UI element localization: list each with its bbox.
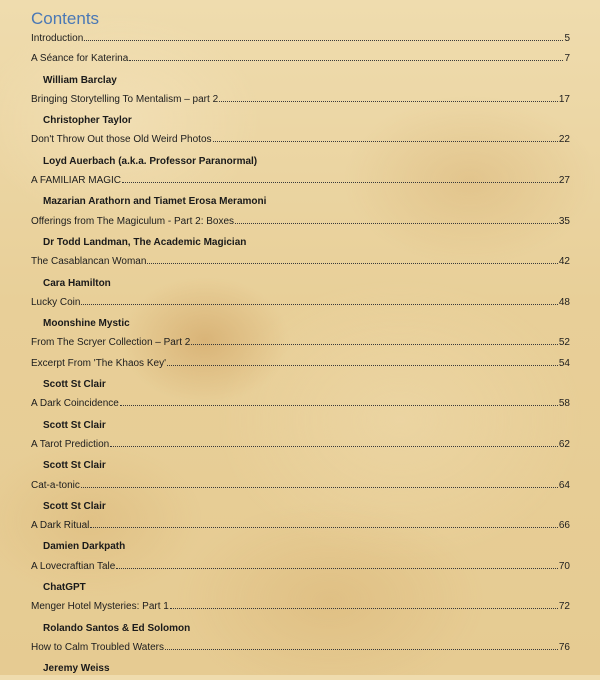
toc-entry[interactable] xyxy=(0,91,600,111)
dot-leader xyxy=(81,486,558,488)
dot-leader xyxy=(147,262,557,264)
toc-entry-title: Don't Throw Out those Old Weird Photos xyxy=(31,134,212,146)
dot-leader xyxy=(110,445,558,447)
author-name: Scott St Clair xyxy=(43,460,106,472)
toc-entry-title: Menger Hotel Mysteries: Part 1 xyxy=(31,601,169,613)
toc-author xyxy=(0,416,600,436)
dot-leader xyxy=(219,100,558,102)
toc-page-number: 27 xyxy=(558,175,570,187)
toc-entry-title: A Lovecraftian Tale xyxy=(31,560,116,572)
toc-entry-row[interactable] xyxy=(31,337,570,349)
toc-entry-row[interactable] xyxy=(31,94,570,106)
author-name: Damien Darkpath xyxy=(43,541,126,553)
toc-page-number: 72 xyxy=(558,601,570,613)
toc-page-number: 22 xyxy=(558,134,570,146)
toc-entry-row[interactable] xyxy=(31,256,570,268)
contents-heading: Contents xyxy=(31,9,100,28)
author-name: William Barclay xyxy=(43,74,117,86)
dot-leader xyxy=(116,567,558,569)
toc-entry[interactable] xyxy=(0,355,600,375)
author-name: Mazarian Arathorn and Tiamet Erosa Meramoni xyxy=(43,196,267,208)
toc-entry-row[interactable] xyxy=(31,175,570,187)
author-name: Scott St Clair xyxy=(43,379,106,391)
toc-page-number: 7 xyxy=(564,53,570,65)
toc-author xyxy=(0,152,600,172)
toc-author xyxy=(0,456,600,476)
toc-author xyxy=(0,111,600,131)
toc-entry[interactable] xyxy=(0,253,600,273)
toc-entry[interactable] xyxy=(0,436,600,456)
toc-page-number: 64 xyxy=(558,479,570,491)
toc-entry[interactable] xyxy=(0,172,600,192)
toc-entry-title: A Séance for Katerina xyxy=(31,53,129,65)
toc-entry-row[interactable] xyxy=(31,53,570,65)
dot-leader xyxy=(165,648,558,650)
dot-leader xyxy=(170,607,558,609)
toc-author xyxy=(0,659,600,679)
toc-page-number: 48 xyxy=(558,296,570,308)
toc-entry-title: Introduction xyxy=(31,33,84,44)
toc-page-number: 62 xyxy=(558,438,570,450)
toc-entry-title: How to Calm Troubled Waters xyxy=(31,641,165,653)
toc-author xyxy=(0,537,600,557)
author-name: Jeremy Weiss xyxy=(43,663,110,675)
toc-entry-title: Lucky Coin xyxy=(31,296,81,308)
toc-author xyxy=(0,192,600,212)
toc-entry-title: Bringing Storytelling To Mentalism – part 2 xyxy=(31,93,219,105)
author-name: Scott St Clair xyxy=(43,500,106,512)
toc-entry-title: A FAMILIAR MAGIC xyxy=(31,175,122,187)
toc-entry-row[interactable] xyxy=(31,561,570,573)
dot-leader xyxy=(191,343,558,345)
toc-entry[interactable] xyxy=(0,639,600,659)
toc-author xyxy=(0,274,600,294)
toc-page-number: 70 xyxy=(558,560,570,572)
dot-leader xyxy=(167,364,558,366)
toc-entry-title: Offerings from The Magiculum - Part 2: Boxes xyxy=(31,215,235,227)
toc-entry-row[interactable] xyxy=(31,601,570,613)
toc-entry-row[interactable] xyxy=(31,398,570,410)
toc-entry[interactable] xyxy=(0,598,600,618)
author-name: Moonshine Mystic xyxy=(43,318,130,330)
toc-entry-row[interactable] xyxy=(31,297,570,309)
toc-entry[interactable] xyxy=(0,558,600,578)
toc-entry[interactable] xyxy=(0,50,600,70)
toc-entry-title: A Tarot Prediction xyxy=(31,438,110,450)
toc-entry[interactable] xyxy=(0,334,600,354)
toc-author xyxy=(0,375,600,395)
author-name: Rolando Santos & Ed Solomon xyxy=(43,622,191,634)
toc-entry-title: A Dark Coincidence xyxy=(31,398,119,410)
toc-page-number: 58 xyxy=(558,398,570,410)
toc-page-number: 42 xyxy=(558,256,570,268)
toc-page-number: 54 xyxy=(558,357,570,369)
toc-entry-row[interactable] xyxy=(31,520,570,532)
toc-author xyxy=(0,71,600,91)
toc-entry-title: A Dark Ritual xyxy=(31,520,90,532)
toc-entry[interactable] xyxy=(0,131,600,151)
toc-entry-title: The Casablancan Woman xyxy=(31,256,147,268)
toc-entry[interactable] xyxy=(0,517,600,537)
toc-page-number: 52 xyxy=(558,337,570,349)
toc-entry-row[interactable] xyxy=(31,134,570,146)
dot-leader xyxy=(120,404,558,406)
dot-leader xyxy=(235,222,558,224)
toc-page-number: 35 xyxy=(558,215,570,227)
toc-page-number: 66 xyxy=(558,520,570,532)
toc-entry[interactable] xyxy=(0,213,600,233)
toc-author xyxy=(0,233,600,253)
toc-author xyxy=(0,497,600,517)
author-name: ChatGPT xyxy=(43,582,86,594)
toc-entry-row[interactable] xyxy=(31,642,570,654)
toc-entry-row[interactable] xyxy=(31,439,570,451)
toc-page-number: 76 xyxy=(558,641,570,653)
toc-list xyxy=(0,30,600,680)
toc-author xyxy=(0,314,600,334)
dot-leader xyxy=(90,526,558,528)
dot-leader xyxy=(81,303,557,305)
toc-page-number: 5 xyxy=(564,33,570,44)
toc-entry[interactable] xyxy=(0,477,600,497)
dot-leader xyxy=(84,39,563,41)
toc-entry-row[interactable] xyxy=(31,480,570,492)
dot-leader xyxy=(129,59,563,61)
toc-entry-row[interactable] xyxy=(31,216,570,228)
toc-entry-row[interactable] xyxy=(31,33,570,45)
toc-entry-title: From The Scryer Collection – Part 2 xyxy=(31,337,191,349)
toc-author xyxy=(0,619,600,639)
toc-author xyxy=(0,578,600,598)
toc-entry-title: Excerpt From 'The Khaos Key' xyxy=(31,357,166,369)
toc-entry[interactable] xyxy=(0,294,600,314)
toc-entry[interactable] xyxy=(0,30,600,50)
toc-entry[interactable] xyxy=(0,395,600,415)
author-name: Cara Hamilton xyxy=(43,277,111,289)
dot-leader xyxy=(213,140,558,142)
author-name: Scott St Clair xyxy=(43,419,106,431)
author-name: Christopher Taylor xyxy=(43,115,132,127)
toc-page-number: 17 xyxy=(558,93,570,105)
author-name: Loyd Auerbach (a.k.a. Professor Paranormal) xyxy=(43,155,258,167)
toc-entry-row[interactable] xyxy=(31,358,570,370)
author-name: Dr Todd Landman, The Academic Magician xyxy=(43,236,247,248)
toc-entry-title: Cat-a-tonic xyxy=(31,479,80,491)
dot-leader xyxy=(122,181,558,183)
